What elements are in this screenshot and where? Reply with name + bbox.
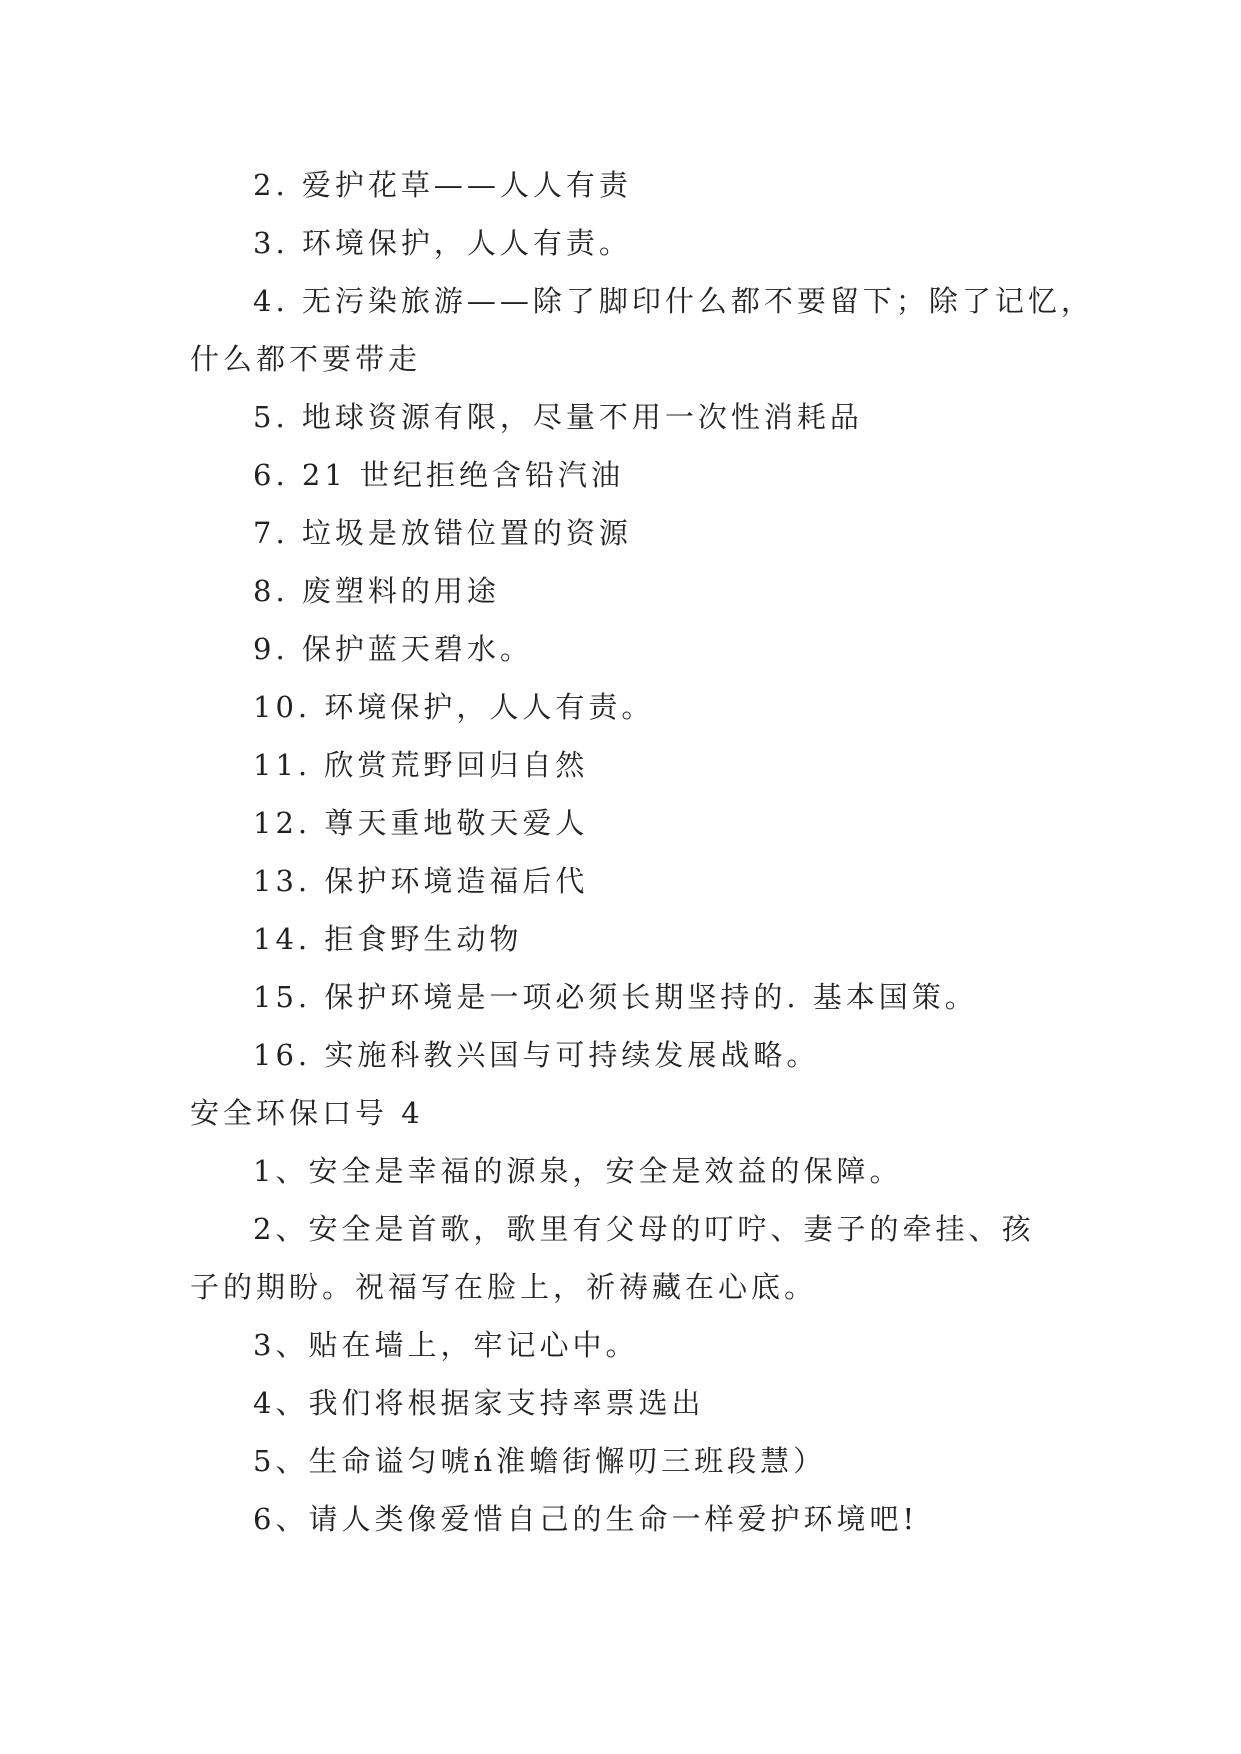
slogan-line-15: 15. 保护环境是一项必须长期坚持的. 基本国策。 — [253, 980, 978, 1014]
slogan-line-9: 9. 保护蓝天碧水。 — [253, 632, 533, 666]
safety-slogan-4: 4、我们将根据家支持率票选出 — [253, 1386, 705, 1420]
safety-slogan-6: 6、请人类像爱惜自己的生命一样爱护环境吧! — [253, 1502, 919, 1536]
slogan-line-16: 16. 实施科教兴国与可持续发展战略。 — [253, 1038, 820, 1072]
slogan-line-10: 10. 环境保护，人人有责。 — [253, 690, 655, 724]
slogan-line-4: 4. 无污染旅游——除了脚印什么都不要留下；除了记忆， — [253, 284, 1094, 318]
slogan-line-14: 14. 拒食野生动物 — [253, 922, 523, 956]
slogan-line-5: 5. 地球资源有限，尽量不用一次性消耗品 — [253, 400, 863, 434]
section-heading: 安全环保口号 4 — [190, 1096, 424, 1130]
slogan-line-7: 7. 垃圾是放错位置的资源 — [253, 516, 632, 550]
safety-slogan-2: 2、安全是首歌，歌里有父母的叮咛、妻子的牵挂、孩 — [253, 1212, 1035, 1246]
slogan-line-4-continued: 什么都不要带走 — [190, 342, 422, 376]
slogan-line-6: 6. 21 世纪拒绝含铅汽油 — [253, 458, 625, 492]
safety-slogan-5: 5、生命谥匀唬ń淮蟾街懈叨三班段慧） — [253, 1444, 827, 1478]
slogan-line-11: 11. 欣赏荒野回归自然 — [253, 748, 589, 782]
safety-slogan-3: 3、贴在墙上，牢记心中。 — [253, 1328, 639, 1362]
safety-slogan-2-continued: 子的期盼。祝福写在脸上，祈祷藏在心底。 — [190, 1270, 818, 1304]
safety-slogan-1: 1、安全是幸福的源泉，安全是效益的保障。 — [253, 1154, 903, 1188]
slogan-line-2: 2. 爱护花草——人人有责 — [253, 168, 632, 202]
slogan-line-13: 13. 保护环境造福后代 — [253, 864, 589, 898]
slogan-line-8: 8. 废塑料的用途 — [253, 574, 500, 608]
slogan-line-12: 12. 尊天重地敬天爱人 — [253, 806, 589, 840]
slogan-line-3: 3. 环境保护，人人有责。 — [253, 226, 632, 260]
